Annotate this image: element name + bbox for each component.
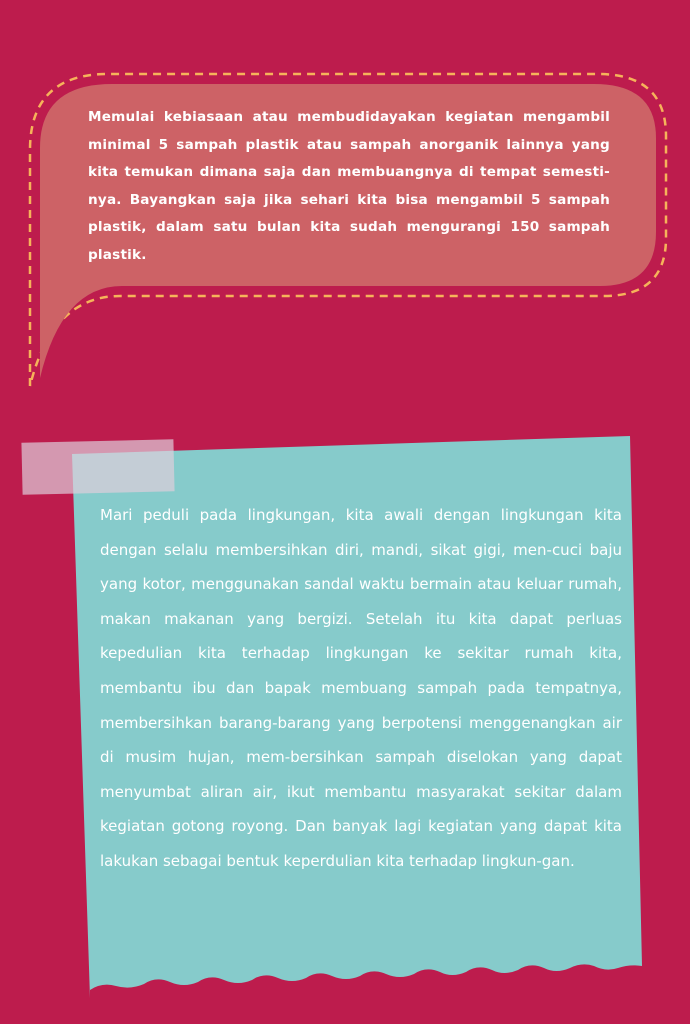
speech-bubble-text: Memulai kebiasaan atau membudidayakan kegiatan mengambil minimal 5 sampah plastik atau sampah anorganik lainnya yang kita temukan dimana saja dan membuangnya di tempat semesti-nya. Bayangkan saja jika sehari kita bisa mengambil 5 sampah plastik, dalam satu bulan kita sudah mengurangi 150 sampah plastik. (88, 109, 610, 263)
tape-strip (21, 439, 174, 494)
note-card-text: Mari peduli pada lingkungan, kita awali dengan lingkungan kita dengan selalu membersihkan diri, mandi, sikat gigi, men-cuci baju yang kotor, menggunakan sandal waktu bermain atau keluar rumah, makan makanan yang bergizi. Setelah itu kita dapat perluas kepedulian kita terhadap lingkungan ke sekitar rumah kita, membantu ibu dan bapak membuang sampah pada tempatnya, membersihkan barang-barang yang berpotensi menggenangkan air di musim hujan, mem-bersihkan sampah diselokan yang dapat menyumbat aliran air, ikut membantu masyarakat sekitar dalam kegiatan gotong royong. Dan banyak lagi kegiatan yang dapat kita lakukan sebagai bentuk keperdulian kita terhadap lingkun-gan. (100, 506, 622, 870)
